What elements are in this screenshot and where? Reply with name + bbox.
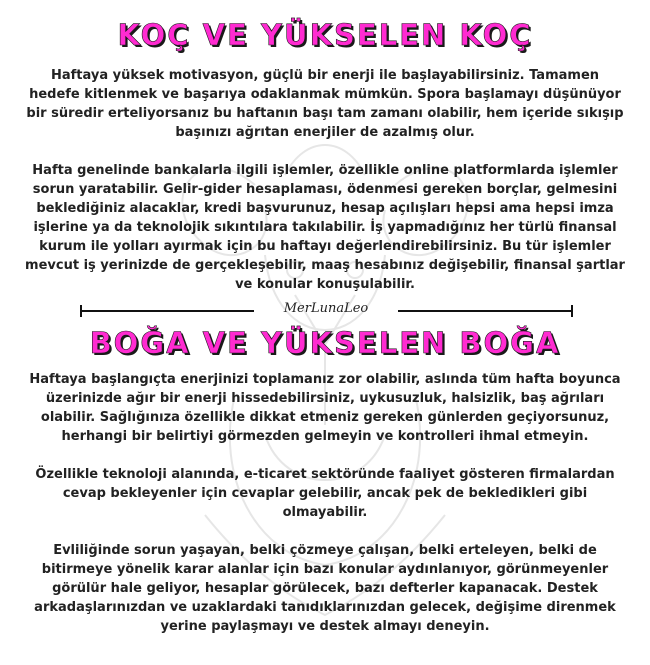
- paragraph: Haftaya başlangıçta enerjinizi toplamanız zor olabilir, aslında tüm hafta boyunca üzerinizde ağır bir enerji hissedebilirsiniz, uykusuzluk, halsizlik, baş ağrıları olabilir. Sağlığınıza özellikle dikkat etmeniz gereken günlerden geçiyorsunuz, herhangi bir belirtiyi görmezden gelmeyin ve kontrolleri ihmal etmeyin.: [29, 372, 621, 444]
- divider-line-left: [80, 310, 254, 312]
- section-title-taurus: BOĞA VE YÜKSELEN BOĞA: [89, 326, 561, 360]
- paragraph: Hafta genelinde bankalarla ilgili işlemler, özellikle online platformlarda işlemler sorun yaratabilir. Gelir-gider hesaplaması, ödenmesi gereken borçlar, gelmesini beklediğiniz alacaklar, kredi başvurunuz, hesap açılışları hepsi ama hepsi imza işlerine ya da teknolojik sıkıntılara takılabilir. İş yapmadığınız her türlü finansal kurum ile yolları ayırmak için bu haftayı değerlendirebilirsiniz. Bu tür işlemler mevcut iş yerinizde de gerçekleşebilir, maaş hesabınız değişebilir, finansal şartlar ve konular konuşulabilir.: [25, 163, 625, 292]
- divider-cap-right: [571, 305, 573, 317]
- signature-text: MerLunaLeo: [283, 301, 369, 316]
- section-aries: [0, 0, 650, 294]
- paragraph: Özellikle teknoloji alanında, e-ticaret sektöründe faaliyet gösteren firmalardan cevap bekleyenler için cevaplar gelebilir, ancak pek de bekledikleri gibi olmayabilir.: [35, 467, 615, 520]
- section-taurus: [0, 326, 650, 636]
- section-title-aries: KOÇ VE YÜKSELEN KOÇ: [117, 18, 533, 52]
- divider-line-right: [398, 310, 572, 312]
- signature-divider: [0, 298, 650, 324]
- paragraph: Evliliğinde sorun yaşayan, belki çözmeye çalışan, belki erteleyen, belki de bitirmeye yönelik karar alanlar için bazı konular aydınlanıyor, görünmeyenler görülür hale geliyor, hesaplar görülecek, bazı defterler kapanacak. Destek arkadaşlarınızdan ve uzaklardaki tanıdıklarınızdan gelecek, değişime direnmek yerine paylaşmayı ve destek almayı deneyin.: [34, 543, 616, 634]
- paragraph: Haftaya yüksek motivasyon, güçlü bir enerji ile başlayabilirsiniz. Tamamen hedefe kitlenmek ve başarıya odaklanmak mümkün. Spora başlamayı düşünüyor bir süredir erteliyorsanız bu haftanın başı tam zamanı olabilir, hem içeride sıkışıp başınızı ağrıtan enerjiler de azalmış olur.: [26, 68, 624, 140]
